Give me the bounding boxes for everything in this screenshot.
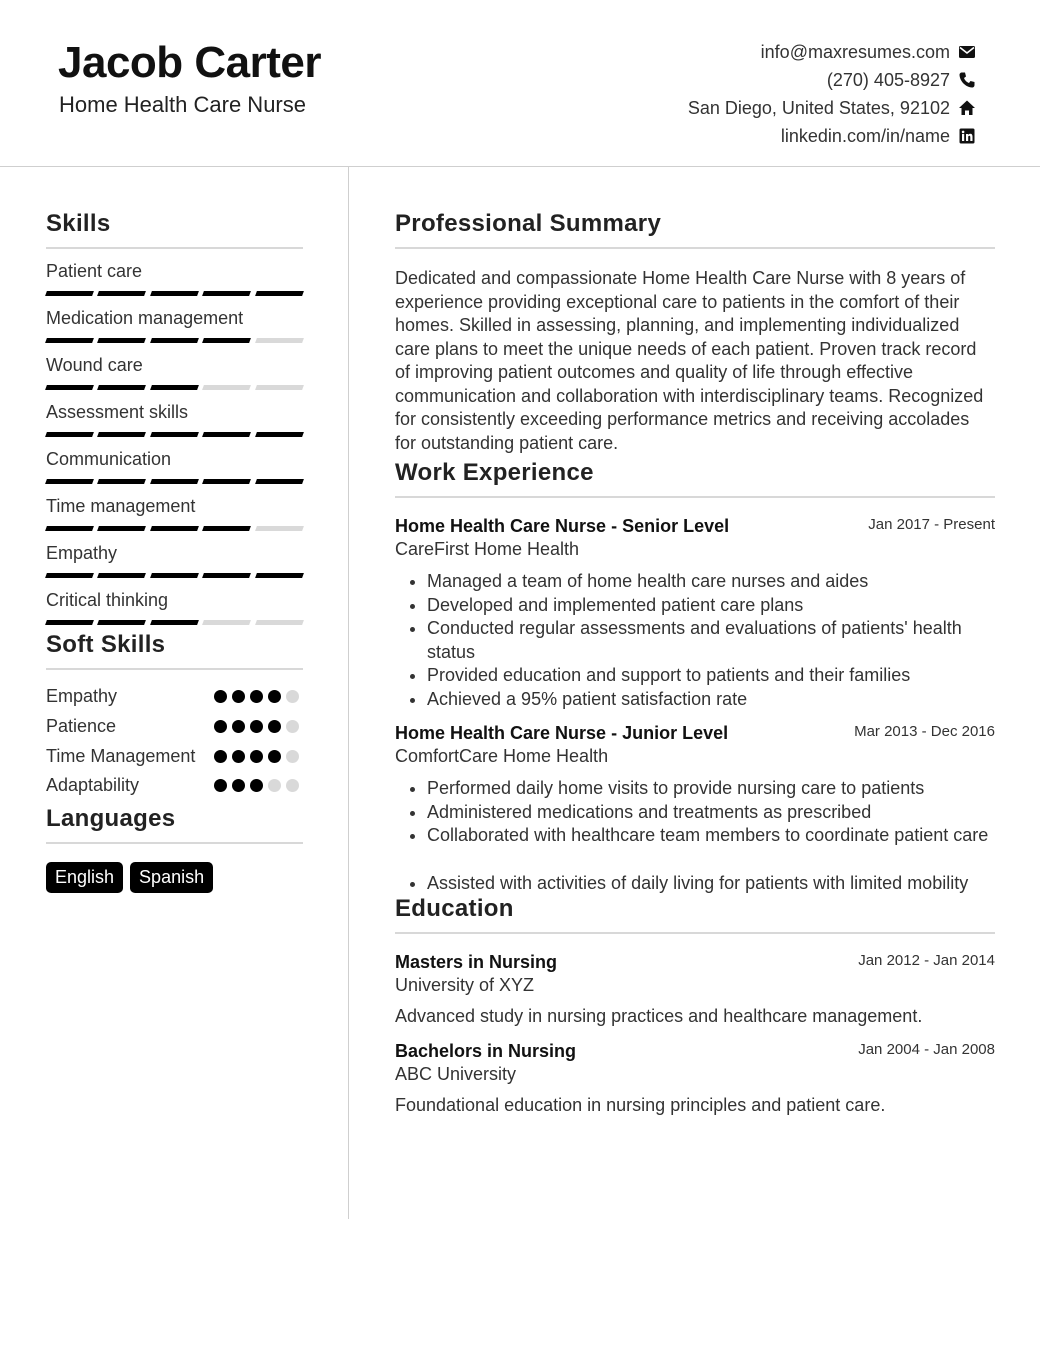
job-company: ComfortCare Home Health xyxy=(395,746,609,766)
skill-level-segment xyxy=(97,526,146,531)
skill-item xyxy=(46,449,303,484)
education-school: ABC University xyxy=(395,1064,517,1084)
skill-level-segment xyxy=(255,526,304,531)
job-bullets xyxy=(395,777,995,895)
skill-level-segment xyxy=(45,479,94,484)
soft-skill-dot xyxy=(268,690,281,703)
soft-skill-dot xyxy=(250,779,263,792)
education-entry xyxy=(395,952,995,1027)
skill-level-segment xyxy=(150,573,199,578)
skill-level-segment xyxy=(97,573,146,578)
job-company: CareFirst Home Health xyxy=(395,539,580,559)
soft-skill-item xyxy=(46,715,303,738)
languages-heading: Languages xyxy=(46,805,176,832)
skill-label: Wound care xyxy=(46,355,143,375)
skills-list xyxy=(46,261,303,625)
column-divider xyxy=(348,166,349,1219)
education-entry xyxy=(395,1041,995,1116)
contact-address-text: San Diego, United States, 92102 xyxy=(687,97,950,118)
soft-skill-dot xyxy=(232,750,245,763)
contact-email-text: info@maxresumes.com xyxy=(760,41,950,62)
skill-level-bar xyxy=(46,432,303,437)
right-column xyxy=(395,210,995,1116)
soft-skill-item xyxy=(46,685,303,708)
soft-skill-item xyxy=(46,745,303,768)
skill-level-segment xyxy=(97,385,146,390)
job-bullet: • Achieved a 95% patient satisfaction rate xyxy=(427,688,995,712)
skill-level-segment xyxy=(45,385,94,390)
education-date: Jan 2004 - Jan 2008 xyxy=(858,1041,995,1058)
education-header xyxy=(395,952,995,973)
skill-item xyxy=(46,261,303,296)
skill-label: Time management xyxy=(46,496,196,516)
job-bullet: • Conducted regular assessments and evaluations of patients' health status xyxy=(427,617,995,664)
soft-skill-dot xyxy=(250,750,263,763)
soft-skill-dot xyxy=(286,690,299,703)
skill-level-segment xyxy=(202,432,251,437)
candidate-title: Home Health Care Nurse xyxy=(59,92,306,117)
soft-skill-label: Empathy xyxy=(46,686,118,706)
education-description: Advanced study in nursing practices and healthcare management. xyxy=(395,1006,923,1026)
skill-level-segment xyxy=(150,338,199,343)
skill-item xyxy=(46,308,303,343)
language-chip: English xyxy=(46,862,123,893)
skill-level-segment xyxy=(202,620,251,625)
soft-skill-label: Time Management xyxy=(46,746,196,766)
soft-skill-dots xyxy=(214,745,299,763)
skill-level-bar xyxy=(46,291,303,296)
skill-level-bar xyxy=(46,526,303,531)
experience-list xyxy=(395,516,995,895)
contact-phone-text: (270) 405-8927 xyxy=(826,69,950,90)
soft-skill-dot xyxy=(286,720,299,733)
soft-skill-dot xyxy=(214,750,227,763)
skill-label: Empathy xyxy=(46,543,118,563)
job-title: Home Health Care Nurse - Senior Level xyxy=(395,516,730,536)
job-bullet: • Developed and implemented patient care plans xyxy=(427,594,995,618)
soft-skill-dot xyxy=(232,779,245,792)
skills-divider xyxy=(46,247,303,249)
soft-skills-divider xyxy=(46,668,303,670)
skill-level-segment xyxy=(255,338,304,343)
job-bullet: • Collaborated with healthcare team members to coordinate patient care xyxy=(427,824,995,848)
contact-list xyxy=(688,38,976,150)
skill-level-segment xyxy=(45,620,94,625)
skill-level-segment xyxy=(45,338,94,343)
phone-icon xyxy=(958,71,976,89)
skills-heading: Skills xyxy=(46,210,111,237)
soft-skill-dots xyxy=(214,774,299,792)
soft-skill-dot xyxy=(268,779,281,792)
skill-level-segment xyxy=(97,432,146,437)
languages-list xyxy=(46,862,303,893)
soft-skill-dots xyxy=(214,715,299,733)
skill-item xyxy=(46,543,303,578)
skill-level-segment xyxy=(255,620,304,625)
education-degree: Masters in Nursing xyxy=(395,952,558,972)
skill-level-segment xyxy=(45,432,94,437)
soft-skill-dot xyxy=(232,690,245,703)
soft-skill-dot xyxy=(250,690,263,703)
soft-skill-label: Adaptability xyxy=(46,775,140,795)
education-degree: Bachelors in Nursing xyxy=(395,1041,577,1061)
skill-label: Medication management xyxy=(46,308,244,328)
skill-label: Patient care xyxy=(46,261,143,281)
soft-skill-dot xyxy=(268,750,281,763)
candidate-name: Jacob Carter xyxy=(58,38,322,87)
skill-level-segment xyxy=(202,573,251,578)
skill-level-segment xyxy=(255,573,304,578)
job-bullet: • Assisted with activities of daily living for patients with limited mobility xyxy=(427,872,995,896)
resume-header xyxy=(0,0,1040,167)
job-bullets xyxy=(395,570,995,711)
skill-level-segment xyxy=(97,620,146,625)
skill-item xyxy=(46,355,303,390)
soft-skill-dots xyxy=(214,685,299,703)
education-header xyxy=(395,1041,995,1062)
skill-level-segment xyxy=(45,526,94,531)
skill-level-bar xyxy=(46,620,303,625)
soft-skill-dot xyxy=(214,690,227,703)
job-bullet: • Managed a team of home health care nurses and aides xyxy=(427,570,995,594)
soft-skill-label: Patience xyxy=(46,716,117,736)
job-entry xyxy=(395,723,995,895)
soft-skill-dot xyxy=(214,779,227,792)
skill-level-bar xyxy=(46,479,303,484)
soft-skill-dot xyxy=(232,720,245,733)
education-heading: Education xyxy=(395,895,514,922)
skill-level-segment xyxy=(150,291,199,296)
skill-level-bar xyxy=(46,338,303,343)
skill-level-bar xyxy=(46,385,303,390)
soft-skill-dot xyxy=(214,720,227,733)
soft-skill-item xyxy=(46,774,303,797)
skill-label: Communication xyxy=(46,449,172,469)
skill-label: Critical thinking xyxy=(46,590,169,610)
skill-level-segment xyxy=(202,291,251,296)
skill-level-bar xyxy=(46,573,303,578)
contact-linkedin-text: linkedin.com/in/name xyxy=(780,125,950,146)
skill-label: Assessment skills xyxy=(46,402,189,422)
contact-email[interactable] xyxy=(688,38,976,66)
skill-level-segment xyxy=(150,432,199,437)
soft-skills-heading: Soft Skills xyxy=(46,631,166,658)
skill-level-segment xyxy=(255,479,304,484)
experience-heading: Work Experience xyxy=(395,459,594,486)
job-header xyxy=(395,723,995,744)
contact-phone[interactable] xyxy=(688,66,976,94)
soft-skills-list xyxy=(46,685,303,797)
skill-level-segment xyxy=(255,432,304,437)
summary-text: Dedicated and compassionate Home Health Care Nurse with 8 years of experience providing exceptional care to patients in the comfort of their homes. Skilled in assessing, planning, and implementing individualized care plans to meet the unique needs of each patient. Proven track record of improving patient outcomes and quality of life through effective communication and collaboration with interdisciplinary teams. Recognized for consistently exceeding performance metrics and receiving accolades for outstanding patient care. xyxy=(395,268,984,453)
skill-level-segment xyxy=(150,479,199,484)
contact-address xyxy=(688,94,976,122)
job-header xyxy=(395,516,995,537)
skill-level-segment xyxy=(150,385,199,390)
soft-skill-dot xyxy=(268,720,281,733)
summary-divider xyxy=(395,247,995,249)
linkedin-icon xyxy=(958,127,976,145)
skill-item xyxy=(46,402,303,437)
skill-item xyxy=(46,590,303,625)
skill-level-segment xyxy=(97,338,146,343)
skill-level-segment xyxy=(97,291,146,296)
contact-linkedin[interactable] xyxy=(688,122,976,150)
skill-level-segment xyxy=(202,479,251,484)
languages-divider xyxy=(46,842,303,844)
job-bullet: • Administered medications and treatments as prescribed xyxy=(427,801,995,825)
language-chip: Spanish xyxy=(130,862,213,893)
job-date: Jan 2017 - Present xyxy=(868,516,995,533)
envelope-icon xyxy=(958,43,976,61)
skill-level-segment xyxy=(255,385,304,390)
skill-level-segment xyxy=(97,479,146,484)
job-bullet: • Performed daily home visits to provide nursing care to patients xyxy=(427,777,995,801)
education-list xyxy=(395,952,995,1116)
skill-level-segment xyxy=(150,526,199,531)
skill-level-segment xyxy=(202,385,251,390)
home-icon xyxy=(958,99,976,117)
education-school: University of XYZ xyxy=(395,975,535,995)
soft-skill-dot xyxy=(286,750,299,763)
job-title: Home Health Care Nurse - Junior Level xyxy=(395,723,729,743)
skill-level-segment xyxy=(45,573,94,578)
summary-heading: Professional Summary xyxy=(395,210,662,237)
soft-skill-dot xyxy=(250,720,263,733)
skill-level-segment xyxy=(255,291,304,296)
education-divider xyxy=(395,932,995,934)
skill-level-segment xyxy=(150,620,199,625)
education-date: Jan 2012 - Jan 2014 xyxy=(858,952,995,969)
skill-item xyxy=(46,496,303,531)
skill-level-segment xyxy=(202,526,251,531)
soft-skill-dot xyxy=(286,779,299,792)
job-date: Mar 2013 - Dec 2016 xyxy=(854,723,995,740)
education-description: Foundational education in nursing principles and patient care. xyxy=(395,1095,886,1115)
job-entry xyxy=(395,516,995,711)
left-column xyxy=(46,210,303,893)
job-bullet: • Provided education and support to patients and their families xyxy=(427,664,995,688)
skill-level-segment xyxy=(45,291,94,296)
experience-divider xyxy=(395,496,995,498)
skill-level-segment xyxy=(202,338,251,343)
